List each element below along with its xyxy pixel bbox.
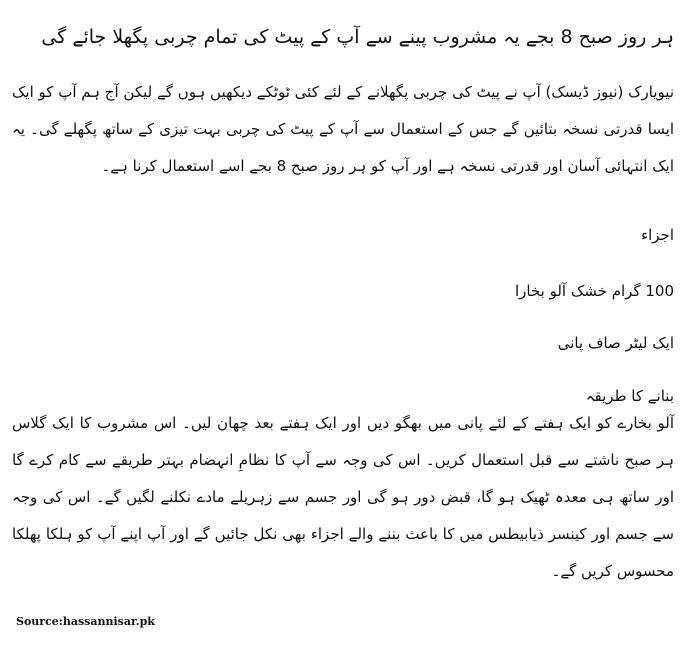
article-title: ہر روز صبح 8 بجے یہ مشروب پینے سے آپ کے پیٹ کی تمام چربی پگھلا جائے گی <box>41 26 674 48</box>
ingredient-item: 100 گرام خشک آلو بخارا <box>515 282 674 300</box>
ingredients-heading: اجزاء <box>641 226 674 244</box>
source-credit: Source:hassannisar.pk <box>16 615 155 628</box>
ingredient-item: ایک لیٹر صاف پانی <box>557 334 674 352</box>
method-heading: بنانے کا طریقہ <box>585 387 674 405</box>
intro-paragraph: نیویارک (نیوز ڈیسک) آپ نے پیٹ کی چربی پگھلانے کے لئے کئی ٹوٹکے دیکھیں ہوں گے لیکن آج ہم آپ کو ایک ایسا قدرتی نسخہ بتائیں گے جس کے استعمال سے آپ کے پیٹ کی چربی بہت تیزی کے ساتھ پگھلے گی۔ یہ ایک انتہائی آسان اور قدرتی نسخہ ہے اور آپ کو ہر روز صبح 8 بجے اسے استعمال کرنا ہے۔ <box>12 83 674 175</box>
method-paragraph: آلو بخارے کو ایک ہفتے کے لئے پانی میں بھگو دیں اور ایک ہفتے بعد چھان لیں۔ اس مشروب کا ایک گلاس ہر صبح ناشتے سے قبل استعمال کریں۔ اس کی وجہ سے آپ کا نظامِ انہضام بہتر طریقے سے کام کرے گا اور ساتھ ہی معدہ ٹھیک ہو گا، قبض دور ہو گی اور جسم سے زہریلے مادے نکلنے لگیں گے۔ اس کی وجہ سے جسم اور کینسر ذیابیطس میں کا باعث بننے والے اجزاء بھی نکل جائیں گے اور آپ اپنے آپ کو ہلکا پھلکا محسوس کریں گے۔ <box>12 414 674 580</box>
